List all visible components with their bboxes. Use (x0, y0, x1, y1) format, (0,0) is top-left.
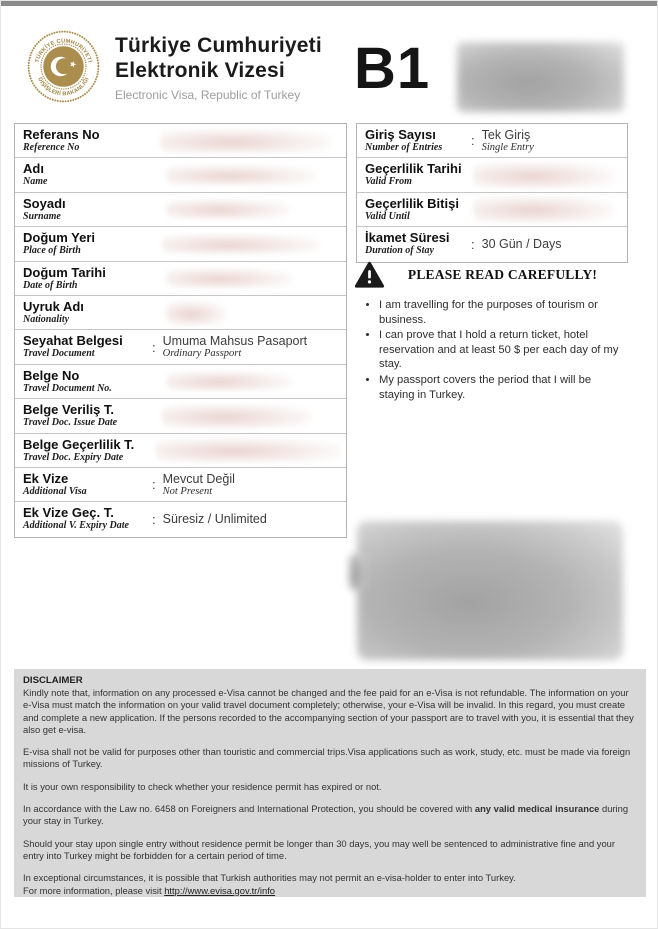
read-carefully-notice (354, 261, 626, 403)
field-label-en: Reference No (23, 142, 80, 153)
colon-separator: : (152, 339, 156, 355)
field-label-en: Name (23, 176, 48, 188)
field-label-en: Additional V. Expiry Date (23, 520, 129, 532)
field-label-en: Travel Doc. Expiry Date (23, 451, 124, 463)
field-additional-visa (15, 468, 346, 502)
field-travel-document-no (15, 365, 346, 399)
disclaimer-paragraph (23, 803, 637, 828)
colon-separator: : (471, 133, 475, 149)
field-label-tr: İkamet Süresi (365, 230, 450, 246)
field-label-tr: Doğum Tarihi (23, 264, 106, 280)
field-label-tr: Soyadı (23, 195, 66, 211)
disclaimer-text: In accordance with the Law no. 6458 on Foreigners and International Protection, you should be covered with (23, 803, 475, 815)
field-date-of-birth (15, 262, 346, 296)
visa-type-code: B1 (354, 36, 431, 101)
field-label-en: Date of Birth (23, 279, 78, 291)
field-reference-no (15, 124, 346, 158)
redacted-value (473, 162, 613, 188)
warning-triangle-icon (354, 261, 385, 289)
title-subtitle: Electronic Visa, Republic of Turkey (115, 88, 301, 102)
field-value-en: Single Entry (481, 141, 534, 153)
redacted-value (473, 196, 613, 222)
field-label-en: Number of Entries (365, 142, 443, 153)
field-travel-doc-issue-date (15, 399, 346, 433)
notice-bullet: • I am travelling for the purposes of tourism or business. (379, 298, 626, 327)
title-line-1: Türkiye Cumhuriyeti (115, 34, 322, 57)
field-value-en: Not Present (162, 485, 213, 497)
colon-separator: : (471, 236, 475, 252)
redacted-value (166, 301, 226, 325)
redacted-value (162, 404, 312, 428)
field-label-tr: Belge Geçerlilik T. (23, 436, 135, 452)
field-label-tr: Seyahat Belgesi (23, 333, 123, 349)
colon-separator: : (152, 477, 156, 493)
top-border-bar (1, 1, 658, 6)
notice-bullet: • I can prove that I hold a return ticket, hotel reservation and at least 50 $ per each day of my stay. (379, 328, 626, 372)
field-label-en: Nationality (23, 313, 70, 325)
barcode-redacted-notch (349, 554, 365, 590)
field-label-en: Valid From (365, 176, 412, 188)
field-travel-doc-expiry-date (15, 434, 346, 468)
field-label-en: Duration of Stay (365, 245, 434, 257)
emblem-bottom-text: DIŞİŞLERİ BAKANLIĞI (36, 76, 91, 98)
disclaimer-text: In exceptional circumstances, it is possible that Turkish authorities may not permit an e-visa-holder to enter into Turkey. (23, 872, 516, 884)
document-title (115, 33, 322, 102)
visa-validity-table (356, 123, 628, 263)
field-nationality (15, 296, 346, 330)
visa-number-redacted (457, 42, 624, 112)
evisa-info-link[interactable]: http://www.evisa.gov.tr/info (164, 884, 276, 896)
disclaimer-paragraph: Should your stay upon single entry without residence permit be longer than 30 days, you may well be sentenced to administrative fine and your entry into Turkey might be forbidden for a certain period of time. (23, 837, 616, 861)
field-label-en: Surname (23, 210, 61, 222)
disclaimer-paragraph: Kindly note that, information on any processed e-Visa cannot be changed and the fee paid for an e-Visa is not refundable. The information on your e-Visa must match the information on your valid travel document completely; otherwise, your e-Visa will be invalid. In this regard, you must create and complete a new application. If the persons recorded to the accompanying section of your passport are to travel with you, it is essential that they also get e-visa. (23, 687, 634, 735)
field-value: Mevcut Değil (162, 471, 235, 486)
field-label-tr: Giriş Sayısı (365, 127, 436, 142)
field-label-tr: Uyruk Adı (23, 298, 84, 314)
field-travel-document (15, 330, 346, 364)
field-value: Umuma Mahsus Pasaport (162, 334, 308, 349)
field-label-tr: Ek Vize Geç. T. (23, 505, 114, 521)
field-label-tr: Belge Veriliş T. (23, 402, 115, 418)
disclaimer-title: DISCLAIMER (23, 675, 83, 686)
redacted-value (160, 129, 330, 153)
disclaimer-paragraph (23, 872, 637, 897)
disclaimer-paragraph: E-visa shall not be valid for purposes other than touristic and commercial trips.Visa applications such as work, study, etc. must be made via foreign missions of Turkey. (23, 746, 631, 770)
disclaimer-text: For more information, please visit (23, 884, 165, 896)
field-label-en: Place of Birth (23, 245, 81, 257)
notice-bullet: • My passport covers the period that I will be staying in Turkey. (379, 373, 626, 402)
title-line-2: Elektronik Vizesi (115, 59, 285, 82)
field-valid-until (357, 193, 627, 227)
field-valid-from (357, 158, 627, 192)
field-value-en: Ordinary Passport (162, 348, 242, 360)
personal-data-table (14, 123, 347, 538)
redacted-value (166, 199, 290, 219)
redacted-value (166, 268, 292, 288)
barcode-redacted (357, 521, 623, 660)
field-label-tr: Ek Vize (23, 470, 69, 486)
field-value: Süresiz / Unlimited (162, 512, 267, 527)
redacted-value (166, 371, 292, 391)
field-label-en: Valid Until (365, 210, 410, 222)
field-value: 30 Gün / Days (481, 237, 562, 252)
field-label-en: Additional Visa (23, 485, 87, 497)
colon-separator: : (152, 511, 156, 527)
disclaimer-bold-text: any valid medical insurance (474, 803, 600, 815)
turkey-foreign-ministry-emblem-icon (26, 29, 101, 104)
field-number-of-entries (357, 124, 627, 158)
field-surname (15, 193, 346, 227)
disclaimer-section (14, 669, 646, 897)
field-name (15, 158, 346, 192)
notice-title: PLEASE READ CAREFULLY! (407, 267, 598, 282)
field-label-en: Travel Document (23, 348, 95, 360)
disclaimer-text: during your stay in Turkey. (23, 803, 629, 827)
field-label-tr: Referans No (23, 127, 100, 142)
field-label-tr: Adı (23, 161, 44, 177)
field-label-tr: Geçerlilik Bitişi (365, 195, 459, 211)
redacted-value (166, 165, 316, 185)
field-label-tr: Geçerlilik Tarihi (365, 161, 462, 177)
field-label-en: Travel Document No. (23, 382, 112, 394)
emblem-top-text: TÜRKİYE CUMHURİYETİ (34, 38, 93, 64)
field-duration-of-stay (357, 227, 627, 261)
redacted-value (156, 438, 341, 462)
field-place-of-birth (15, 227, 346, 261)
notice-bullet-list (354, 298, 626, 402)
field-label-tr: Belge No (23, 367, 80, 383)
field-value: Tek Giriş (481, 127, 531, 142)
field-label-en: Travel Doc. Issue Date (23, 417, 118, 429)
field-additional-visa-expiry (15, 502, 346, 536)
field-label-tr: Doğum Yeri (23, 230, 96, 246)
redacted-value (162, 234, 320, 254)
disclaimer-paragraph: It is your own responsibility to check whether your residence permit has expired or not. (23, 780, 382, 792)
